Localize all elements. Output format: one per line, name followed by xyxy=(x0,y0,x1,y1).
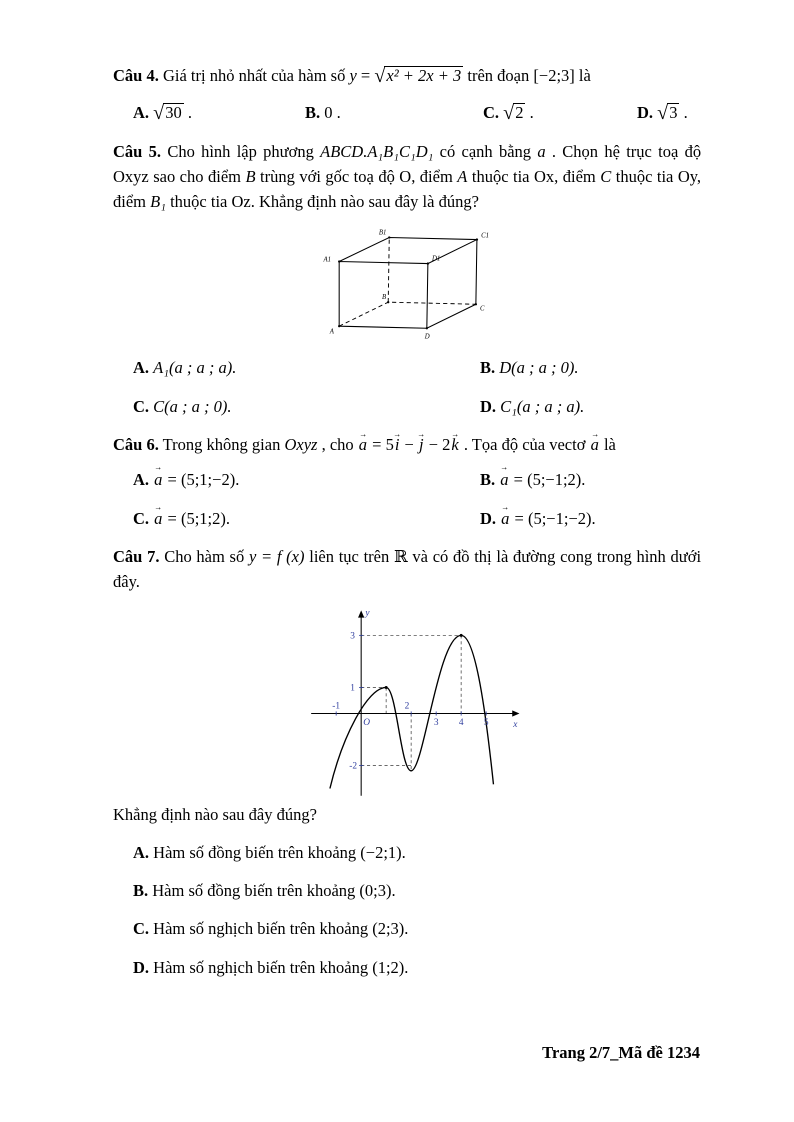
text-segment: trùng với gốc toạ độ O, điểm xyxy=(260,166,453,186)
vector-a-base: a xyxy=(501,509,510,529)
answer-key: A. xyxy=(133,842,150,862)
text-segment: trên đoạn xyxy=(467,66,530,85)
answer-value: Hàm số nghịch biến trên khoảng (2;3). xyxy=(153,919,409,939)
answer-tail: . xyxy=(336,102,341,122)
q5-answer-a xyxy=(133,354,480,382)
radicand: 30 xyxy=(165,102,182,122)
x-tick-neg1: -1 xyxy=(332,701,341,712)
q5-answers xyxy=(113,354,701,421)
answer-key: B. xyxy=(480,470,496,490)
q7-answers xyxy=(113,840,701,982)
text-segment: liên tục trên ℝ và có đồ thị là đường cong trong hình dưới đây. xyxy=(113,547,702,592)
vector-a xyxy=(153,505,163,533)
answer-key: B. xyxy=(480,358,496,378)
answer-key: A. xyxy=(133,102,150,122)
answer-key: B. xyxy=(305,102,321,122)
question-4 xyxy=(113,64,701,128)
q7-answer-a xyxy=(113,840,701,866)
math-var-A: A xyxy=(457,166,468,186)
x-axis-label: x xyxy=(513,719,518,730)
answer-value: D(a ; a ; 0). xyxy=(499,358,579,378)
cube-label-B: B xyxy=(381,294,387,302)
x-tick-3: 3 xyxy=(433,717,439,728)
text-segment: có cạnh bằng xyxy=(439,142,532,162)
vector-a xyxy=(358,433,368,458)
q7-answer-d xyxy=(113,955,701,981)
question-7 xyxy=(113,545,701,981)
answer-key: C. xyxy=(483,102,500,122)
math-var-B1: B₁ xyxy=(150,191,166,211)
math-var-y: y xyxy=(349,66,357,85)
q4-answer-d xyxy=(637,97,701,128)
math-cube-name: ABCD.A₁B₁C₁D₁ xyxy=(320,142,434,162)
cube-label-A1: A1 xyxy=(323,256,332,264)
x-axis-arrow xyxy=(512,710,519,716)
answer-key: C. xyxy=(133,919,150,939)
question-6-label: Câu 6. xyxy=(113,435,159,455)
vector-a-base: a xyxy=(500,470,509,490)
q5-answer-d xyxy=(480,393,701,421)
text-segment: Cho hàm số xyxy=(164,547,245,567)
answer-value: C(a ; a ; 0). xyxy=(153,397,232,417)
answer-key: B. xyxy=(133,880,149,900)
answer-value: 0 xyxy=(324,102,333,122)
y-tick-3: 3 xyxy=(350,631,355,642)
x-tick-5: 5 xyxy=(483,717,489,728)
answer-key: C. xyxy=(133,397,150,417)
question-6 xyxy=(113,433,701,533)
radicand: 3 xyxy=(669,102,678,122)
text-segment: là xyxy=(578,66,591,85)
answer-value: Hàm số đồng biến trên khoảng (0;3). xyxy=(152,880,396,900)
cube-label-A: A xyxy=(329,328,334,336)
radical-sign: √ xyxy=(503,101,515,124)
answer-key: D. xyxy=(637,102,654,122)
vector-j xyxy=(418,433,425,458)
q7-answer-b xyxy=(113,878,701,904)
math-Oxyz: Oxyz xyxy=(284,435,318,455)
question-4-label: Câu 4. xyxy=(113,66,159,85)
q6-answer-a xyxy=(133,466,480,494)
q6-answer-d xyxy=(480,505,701,533)
function-graph xyxy=(282,601,532,801)
answer-key: D. xyxy=(480,397,497,417)
vector-a-base: a xyxy=(154,509,163,529)
cube-vertices xyxy=(338,237,478,330)
question-7-label: Câu 7. xyxy=(113,547,160,567)
answer-tail: . xyxy=(187,102,192,122)
q5-answer-c xyxy=(133,393,480,421)
vector-i-base: i xyxy=(394,435,400,455)
math-equals: = 5 xyxy=(372,435,394,455)
question-5-label: Câu 5. xyxy=(113,142,162,162)
answer-key: A. xyxy=(133,470,150,490)
sqrt-expression xyxy=(503,103,525,122)
text-segment: Trong không gian xyxy=(162,435,281,455)
q7-question-line: Khẳng định nào sau đây đúng? xyxy=(113,804,317,824)
answer-value: = (5;1;−2). xyxy=(167,470,240,490)
text-segment: Cho hình lập phương xyxy=(167,142,314,162)
vector-j-base: j xyxy=(418,435,424,455)
origin-label: O xyxy=(363,717,371,728)
answer-tail: . xyxy=(529,102,534,122)
math-minus: − xyxy=(404,435,414,455)
q6-answers xyxy=(113,466,701,533)
answer-key: D. xyxy=(480,509,497,529)
answer-value: = (5;−1;2). xyxy=(513,470,586,490)
q4-answers xyxy=(113,97,701,128)
page-content xyxy=(113,64,701,993)
vector-a-base: a xyxy=(154,470,163,490)
radical-sign: √ xyxy=(657,101,669,124)
cube-label-B1: B1 xyxy=(378,229,387,237)
cube-label-C: C xyxy=(480,305,485,313)
text-segment: thuộc tia Oz. Khẳng định nào sau đây là đúng? xyxy=(170,191,479,211)
vector-a xyxy=(590,433,600,458)
q4-answer-c xyxy=(483,97,637,128)
q6-answer-b xyxy=(480,466,701,494)
radicand: 2 xyxy=(515,102,524,122)
question-4-text xyxy=(113,64,701,89)
cube-label-C1: C1 xyxy=(481,232,489,240)
text-segment: là xyxy=(603,435,616,455)
y-tick-neg2: -2 xyxy=(349,761,357,772)
math-interval: [−2;3] xyxy=(533,66,575,85)
question-6-text xyxy=(113,433,701,458)
vector-a xyxy=(499,466,509,494)
x-tick-4: 4 xyxy=(458,717,464,728)
radicand: x² + 2x + 3 xyxy=(386,66,462,85)
sqrt-expression xyxy=(153,103,184,122)
answer-key: A. xyxy=(133,358,150,378)
y-axis-label: y xyxy=(365,608,370,619)
text-segment: Giá trị nhỏ nhất của hàm số xyxy=(162,66,346,85)
q7-answer-c xyxy=(113,916,701,942)
vector-a-base: a xyxy=(358,435,368,455)
y-tick-1: 1 xyxy=(350,683,355,694)
answer-value: Hàm số nghịch biến trên khoảng (1;2). xyxy=(153,957,409,977)
q4-answer-a xyxy=(133,97,305,128)
vector-a xyxy=(500,505,510,533)
answer-value: A₁(a ; a ; a). xyxy=(153,358,237,378)
text-segment: . Tọa độ của vectơ xyxy=(463,435,586,455)
cube-label-D: D xyxy=(424,334,430,342)
sqrt-expression xyxy=(657,103,679,122)
radical-sign: √ xyxy=(374,65,386,87)
math-var-a: a xyxy=(537,142,546,162)
cube-label-D1: D1 xyxy=(432,255,441,263)
question-7-text xyxy=(113,545,701,595)
text-segment: thuộc tia Oy, điểm xyxy=(113,166,702,211)
question-5-text xyxy=(113,140,701,214)
text-segment: , cho xyxy=(321,435,354,455)
answer-value: = (5;1;2). xyxy=(167,509,231,529)
answer-key: D. xyxy=(133,957,150,977)
cube-figure xyxy=(318,226,496,346)
text-segment: thuộc tia Ox, điểm xyxy=(471,166,596,186)
y-axis-arrow xyxy=(358,610,364,617)
x-tick-2: 2 xyxy=(404,701,410,712)
text-segment: . Chọn hệ trục toạ độ Oxyz sao cho điểm xyxy=(113,142,702,186)
q6-answer-c xyxy=(133,505,480,533)
cube-figure-wrap xyxy=(113,226,701,346)
vector-i xyxy=(394,433,401,458)
vector-a xyxy=(153,466,163,494)
function-graph-wrap xyxy=(113,601,701,801)
question-5 xyxy=(113,140,701,421)
sqrt-expression xyxy=(374,66,463,85)
q5-answer-b xyxy=(480,354,701,382)
math-minus: − 2 xyxy=(428,435,451,455)
radical-sign: √ xyxy=(153,101,165,124)
answer-key: C. xyxy=(133,509,150,529)
math-var-B: B xyxy=(245,166,256,186)
vector-k xyxy=(450,433,459,458)
answer-value: Hàm số đồng biến trên khoảng (−2;1). xyxy=(153,842,406,862)
page-footer: Trang 2/7_Mã đề 1234 xyxy=(542,1043,700,1062)
q4-answer-b xyxy=(305,97,483,128)
answer-value: C₁(a ; a ; a). xyxy=(500,397,585,417)
math-var-C: C xyxy=(600,166,612,186)
answer-value: = (5;−1;−2). xyxy=(514,509,596,529)
math-function: y = f (x) xyxy=(248,547,305,567)
answer-tail: . xyxy=(683,102,688,122)
vector-k-base: k xyxy=(451,435,459,455)
math-equals: = xyxy=(360,66,371,85)
vector-a-base: a xyxy=(590,435,599,455)
